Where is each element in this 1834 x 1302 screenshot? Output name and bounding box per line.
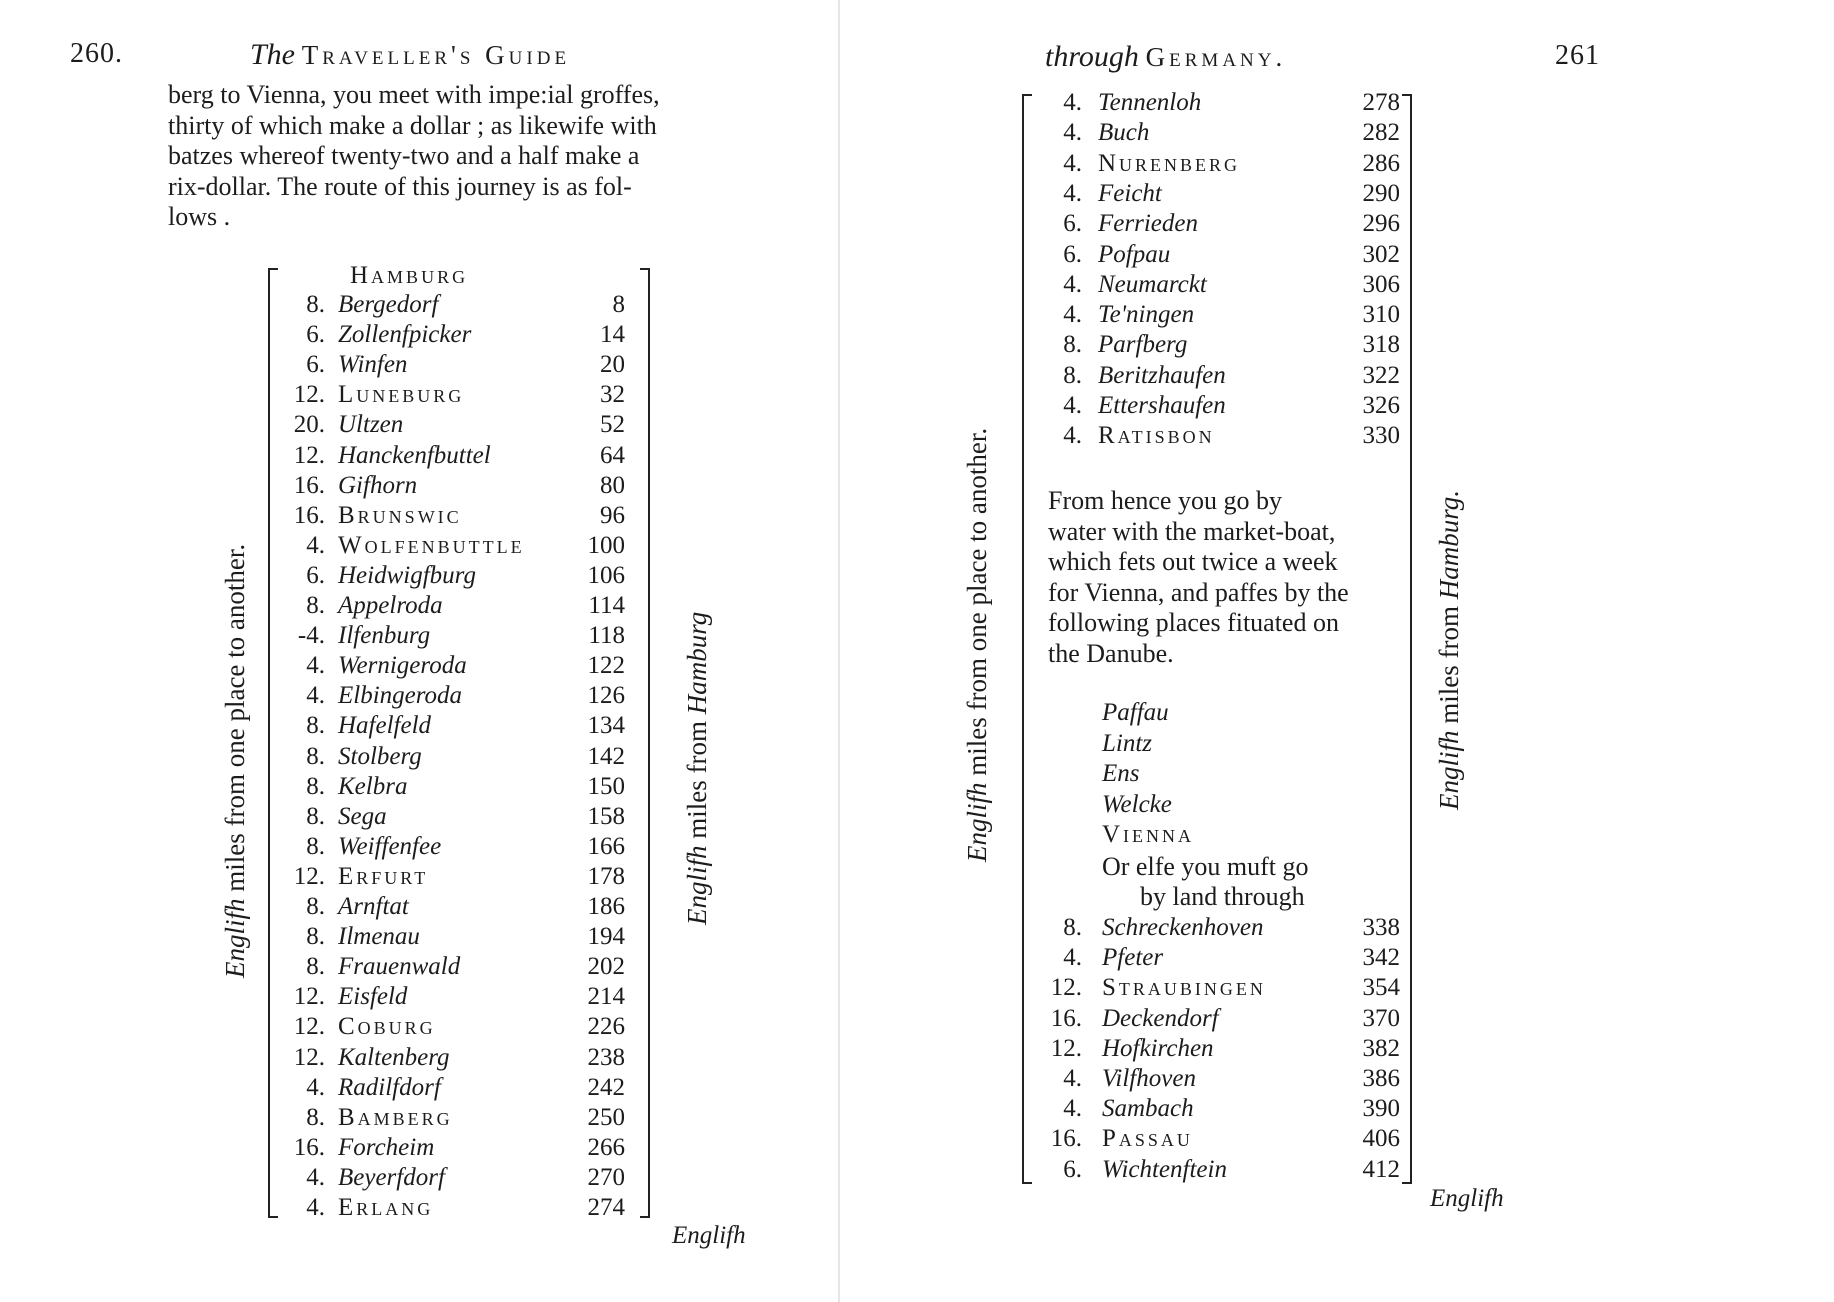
place-name: Sambach [1102, 1095, 1194, 1123]
leg-distance: 8. [306, 1103, 325, 1131]
place-name: Coburg [338, 1013, 436, 1041]
left-table-right-bottom-tick [640, 1216, 650, 1218]
leg-distance: 4. [306, 531, 325, 559]
leg-distance: 4. [306, 682, 325, 710]
leg-distance: 12. [293, 862, 325, 890]
route-row [1040, 118, 1410, 148]
leg-distance: 8. [1063, 914, 1082, 941]
leg-distance: 4. [1063, 301, 1082, 329]
place-name: Kaltenberg [338, 1043, 450, 1071]
route-row [275, 832, 635, 862]
route-row [1030, 913, 1410, 943]
side-label-text: miles from [682, 714, 712, 846]
right-page-number: 261 [1555, 40, 1600, 71]
cumulative-miles: 166 [587, 832, 625, 860]
cumulative-miles: 302 [1362, 240, 1400, 268]
cumulative-miles: 214 [587, 983, 625, 1011]
place-name: Beyerfdorf [338, 1163, 445, 1191]
route-row [1040, 391, 1410, 421]
place-name: Neumarckt [1098, 270, 1207, 298]
cumulative-miles: 122 [587, 652, 625, 680]
place-name: Schreckenhoven [1102, 914, 1264, 941]
leg-distance: 4. [1063, 119, 1082, 147]
left-page-number: 260. [70, 38, 123, 69]
right-side-label-cumulative [1434, 490, 1465, 810]
leg-distance: 12. [293, 1043, 325, 1071]
route-row [1030, 1094, 1410, 1124]
cumulative-miles: 266 [587, 1133, 625, 1161]
right-running-head [1045, 40, 1286, 74]
route-row [1040, 149, 1410, 179]
route-row [275, 862, 635, 892]
leg-distance: 12. [293, 1013, 325, 1041]
paragraph-line: batzes whereof twenty-two and a half make a [168, 141, 640, 170]
place-name: Forcheim [338, 1133, 435, 1161]
route-row [275, 681, 635, 711]
place-name: Tennenloh [1098, 89, 1202, 116]
cumulative-miles: 390 [1362, 1095, 1400, 1123]
route-row [275, 501, 635, 531]
right-page-bracket-right [1410, 94, 1412, 1184]
leg-distance: 6. [1063, 1155, 1082, 1183]
cumulative-miles: 114 [588, 592, 625, 619]
place-name: Welcke [1102, 790, 1172, 818]
cumulative-miles: 370 [1362, 1004, 1400, 1032]
place-name: Straubingen [1102, 974, 1266, 1002]
place-name: Lintz [1102, 729, 1153, 757]
paragraph-line: following places fituated on [1048, 608, 1339, 637]
cumulative-miles: 106 [587, 561, 625, 589]
or-else-note [1102, 852, 1309, 912]
cumulative-miles: 382 [1362, 1034, 1400, 1062]
leg-distance: 4. [1063, 270, 1082, 298]
route-row [275, 320, 635, 350]
place-name: Erfurt [338, 862, 429, 890]
left-bracket-top-tick [268, 268, 278, 270]
place-name: Pofpau [1098, 240, 1171, 268]
side-label-italic: Englifh [682, 845, 712, 925]
side-label-text: miles from [1434, 599, 1464, 731]
route-row [275, 651, 635, 681]
leg-distance: 4. [1063, 149, 1082, 177]
route-row [275, 1043, 635, 1073]
place-name: Parfberg [1098, 331, 1188, 359]
leg-distance: 8. [306, 772, 325, 800]
place-name: Radilfdorf [338, 1073, 441, 1101]
running-head-prefix: The [250, 38, 295, 71]
cumulative-miles: 238 [587, 1043, 625, 1071]
right-page-bracket-outer [1022, 94, 1024, 1184]
left-side-label-distance [220, 544, 251, 978]
route-row [1040, 361, 1410, 391]
paragraph-line: water with the market-boat, [1048, 516, 1336, 546]
running-head-title: Traveller's Guide [301, 40, 571, 70]
place-name: Sega [338, 802, 387, 830]
route-row [275, 1012, 635, 1042]
cumulative-miles: 150 [587, 772, 625, 800]
place-name: Hanckenfbuttel [338, 441, 491, 469]
side-label-text: miles from one place to another. [962, 427, 992, 783]
cumulative-miles: 142 [587, 742, 625, 770]
leg-distance: 16. [293, 501, 325, 529]
cumulative-miles: 100 [587, 531, 625, 559]
left-bracket-outer [268, 268, 270, 1218]
cumulative-miles: 158 [587, 802, 625, 830]
leg-distance: 20. [293, 411, 325, 439]
cumulative-miles: 202 [587, 953, 625, 981]
place-name: Beritzhaufen [1098, 361, 1226, 389]
cumulative-miles: 20 [600, 351, 625, 379]
route-row [275, 922, 635, 952]
place-name: Ilmenau [338, 923, 420, 951]
cumulative-miles: 64 [600, 441, 625, 469]
route-row [275, 1073, 635, 1103]
leg-distance: 4. [306, 1073, 325, 1101]
paragraph-line: lows . [168, 202, 231, 231]
route-row [275, 350, 635, 380]
route-row [1030, 1064, 1410, 1094]
cumulative-miles: 386 [1362, 1065, 1400, 1092]
leg-distance: 4. [1063, 179, 1082, 207]
leg-distance: 4. [306, 1194, 325, 1221]
left-catchword: Englifh [672, 1222, 746, 1249]
side-label-text: miles from one place to another. [220, 543, 250, 899]
paragraph-line: rix-dollar. The route of this journey is as fol- [168, 171, 632, 201]
page-gutter [838, 0, 840, 1302]
place-name: Heidwigfburg [338, 561, 476, 589]
place-name: Pfeter [1102, 944, 1164, 972]
route-row [275, 471, 635, 501]
leg-distance: 8. [306, 953, 325, 981]
route-row [275, 742, 635, 772]
leg-distance: 4. [1063, 1095, 1082, 1123]
paragraph-line: thirty of which make a dollar ; as likewife with [168, 110, 657, 140]
place-name: Ratisbon [1098, 422, 1215, 450]
route-row [1040, 240, 1410, 270]
leg-distance: 12. [293, 983, 325, 1011]
leg-distance: 8. [306, 893, 325, 920]
cumulative-miles: 278 [1362, 89, 1400, 116]
left-table-right-top-tick [640, 268, 650, 270]
route-row [1030, 1155, 1410, 1185]
route-row [1040, 421, 1410, 451]
cumulative-miles: 80 [600, 471, 625, 499]
place-name: Passau [1102, 1125, 1193, 1153]
leg-distance: 6. [306, 321, 325, 349]
cumulative-miles: 178 [587, 862, 625, 890]
place-name: Eisfeld [338, 983, 408, 1011]
right-danube-paragraph [1048, 486, 1388, 669]
cumulative-miles: 134 [587, 712, 625, 740]
right-bracket-top-tick [1022, 94, 1032, 96]
place-name: Te'ningen [1098, 301, 1195, 329]
table-heading-hamburg: Hamburg [350, 262, 469, 289]
leg-distance: 4. [306, 1163, 325, 1191]
running-head-prefix: through [1045, 40, 1139, 73]
cumulative-miles: 330 [1362, 422, 1400, 450]
place-name: Paffau [1102, 699, 1169, 726]
place-name: Ferrieden [1098, 210, 1198, 238]
place-name: Wolfenbuttle [338, 531, 525, 559]
route-row [275, 802, 635, 832]
leg-distance: 4. [1063, 392, 1082, 419]
place-name: Ilfenburg [338, 622, 431, 650]
place-name: Winfen [338, 351, 408, 379]
route-row [275, 1193, 635, 1223]
place-name: Stolberg [338, 742, 422, 770]
cumulative-miles: 286 [1362, 149, 1400, 177]
right-bracket-left-table [648, 268, 650, 1218]
left-side-label-cumulative [682, 612, 713, 925]
route-row [1040, 270, 1410, 300]
place-name: Nurenberg [1098, 149, 1241, 177]
route-row [275, 1103, 635, 1133]
place-name: Gifhorn [338, 471, 418, 499]
leg-distance: 8. [306, 832, 325, 860]
route-row [1030, 973, 1410, 1003]
route-row [275, 1163, 635, 1193]
cumulative-miles: 32 [600, 381, 625, 409]
cumulative-miles: 310 [1362, 301, 1400, 329]
right-side-label-distance [962, 428, 993, 862]
leg-distance: 8. [1063, 361, 1082, 389]
side-label-italic: Englifh [962, 782, 992, 862]
place-name: Bamberg [338, 1103, 453, 1131]
route-row [1030, 943, 1410, 973]
leg-distance: 16. [1050, 1004, 1082, 1032]
side-label-italic: Hamburg. [1434, 490, 1464, 600]
route-row [275, 1133, 635, 1163]
cumulative-miles: 274 [587, 1194, 625, 1221]
route-row [275, 772, 635, 802]
route-row [275, 892, 635, 922]
route-row [1040, 88, 1410, 118]
route-row [275, 591, 635, 621]
side-label-italic: Englifh [220, 898, 250, 978]
route-row [275, 982, 635, 1012]
cumulative-miles: 412 [1362, 1155, 1400, 1183]
cumulative-miles: 194 [587, 923, 625, 951]
route-row [1040, 300, 1410, 330]
place-name: Weiffenfee [338, 832, 442, 860]
or-else-line-1: Or elfe you muft go [1102, 852, 1309, 881]
leg-distance: 6. [306, 351, 325, 379]
place-name: Deckendorf [1102, 1004, 1219, 1032]
cumulative-miles: 290 [1362, 179, 1400, 207]
place-name: Vienna [1102, 821, 1195, 848]
paragraph-line: which fets out twice a week [1048, 547, 1338, 576]
left-intro-paragraph [168, 80, 753, 233]
leg-distance: 16. [293, 1133, 325, 1161]
cumulative-miles: 318 [1362, 331, 1400, 359]
place-name: Buch [1098, 119, 1150, 147]
place-name: Luneburg [338, 381, 465, 409]
paragraph-line: for Vienna, and paffes by the [1048, 577, 1349, 607]
cumulative-miles: 186 [587, 893, 625, 920]
route-row [275, 952, 635, 982]
cumulative-miles: 338 [1362, 914, 1400, 941]
place-name: Feicht [1098, 179, 1162, 207]
leg-distance: 12. [293, 381, 325, 409]
place-name: Hafelfeld [338, 712, 432, 740]
cumulative-miles: 270 [587, 1163, 625, 1191]
route-row [275, 531, 635, 561]
leg-distance: 8. [306, 923, 325, 951]
cumulative-miles: 126 [587, 682, 625, 710]
route-row [1040, 330, 1410, 360]
leg-distance: 16. [1050, 1125, 1082, 1153]
place-name: Kelbra [338, 772, 408, 800]
place-name: Ens [1102, 760, 1140, 787]
leg-distance: 4. [1063, 1065, 1082, 1092]
leg-distance: 6. [1063, 210, 1082, 238]
leg-distance: 8. [306, 592, 325, 619]
leg-distance: 8. [1063, 331, 1082, 359]
cumulative-miles: 14 [600, 321, 625, 349]
leg-distance: 8. [306, 291, 325, 318]
right-catchword: Englifh [1430, 1185, 1504, 1212]
leg-distance: 4. [1063, 422, 1082, 450]
cumulative-miles: 242 [587, 1073, 625, 1101]
route-row [1040, 209, 1410, 239]
route-row [275, 621, 635, 651]
cumulative-miles: 52 [600, 411, 625, 439]
place-name: Wichtenftein [1102, 1155, 1227, 1183]
route-row [275, 380, 635, 410]
place-name: Elbingeroda [338, 682, 463, 710]
leg-distance: 8. [306, 742, 325, 770]
route-row [275, 441, 635, 471]
left-running-head [250, 38, 570, 72]
cumulative-miles: 96 [600, 501, 625, 529]
cumulative-miles: 282 [1362, 119, 1400, 147]
route-row [1040, 179, 1410, 209]
leg-distance: 8. [306, 712, 325, 740]
cumulative-miles: 296 [1362, 210, 1400, 238]
route-row [1030, 1124, 1410, 1154]
route-row [275, 410, 635, 440]
place-name: Bergedorf [338, 291, 439, 318]
paragraph-line: From hence you go by [1048, 486, 1282, 515]
leg-distance: 12. [293, 441, 325, 469]
place-name: Arnftat [338, 893, 409, 920]
leg-distance: 6. [306, 561, 325, 589]
side-label-italic: Hamburg [682, 611, 712, 715]
route-row [1030, 1034, 1410, 1064]
place-name: Hofkirchen [1102, 1034, 1214, 1062]
place-name: Vilfhoven [1102, 1065, 1196, 1092]
running-head-title: Germany. [1145, 42, 1287, 72]
cumulative-miles: 406 [1362, 1125, 1400, 1153]
cumulative-miles: 306 [1362, 270, 1400, 298]
cumulative-miles: 118 [588, 622, 625, 650]
place-name: Ettershaufen [1098, 392, 1226, 419]
cumulative-miles: 8 [612, 291, 625, 318]
cumulative-miles: 326 [1362, 392, 1400, 419]
cumulative-miles: 250 [587, 1103, 625, 1131]
place-name: Ultzen [338, 411, 404, 439]
cumulative-miles: 342 [1362, 944, 1400, 972]
place-name: Erlang [338, 1194, 434, 1221]
place-name: Appelroda [338, 592, 443, 619]
place-name: Frauenwald [338, 953, 461, 981]
route-row [275, 561, 635, 591]
leg-distance: 16. [293, 471, 325, 499]
leg-distance: 12. [1050, 1034, 1082, 1062]
leg-distance: 8. [306, 802, 325, 830]
side-label-italic: Englifh [1434, 730, 1464, 810]
paragraph-line: the Danube. [1048, 638, 1174, 668]
leg-distance: 6. [1063, 240, 1082, 268]
or-else-line-2: by land through [1140, 882, 1305, 911]
leg-distance: 4. [1063, 89, 1082, 116]
route-row [275, 711, 635, 741]
paragraph-line: berg to Vienna, you meet with impe:ial groffes, [168, 80, 660, 109]
place-name: Zollenfpicker [338, 321, 472, 349]
leg-distance: 4. [306, 652, 325, 680]
leg-distance: 12. [1050, 974, 1082, 1002]
cumulative-miles: 226 [587, 1013, 625, 1041]
place-name: Brunswic [338, 501, 462, 529]
cumulative-miles: 322 [1362, 361, 1400, 389]
place-name: Wernigeroda [338, 652, 467, 680]
leg-distance: -4. [297, 622, 325, 650]
cumulative-miles: 354 [1362, 974, 1400, 1002]
route-row [1030, 1004, 1410, 1034]
leg-distance: 4. [1063, 944, 1082, 972]
route-row [275, 290, 635, 320]
